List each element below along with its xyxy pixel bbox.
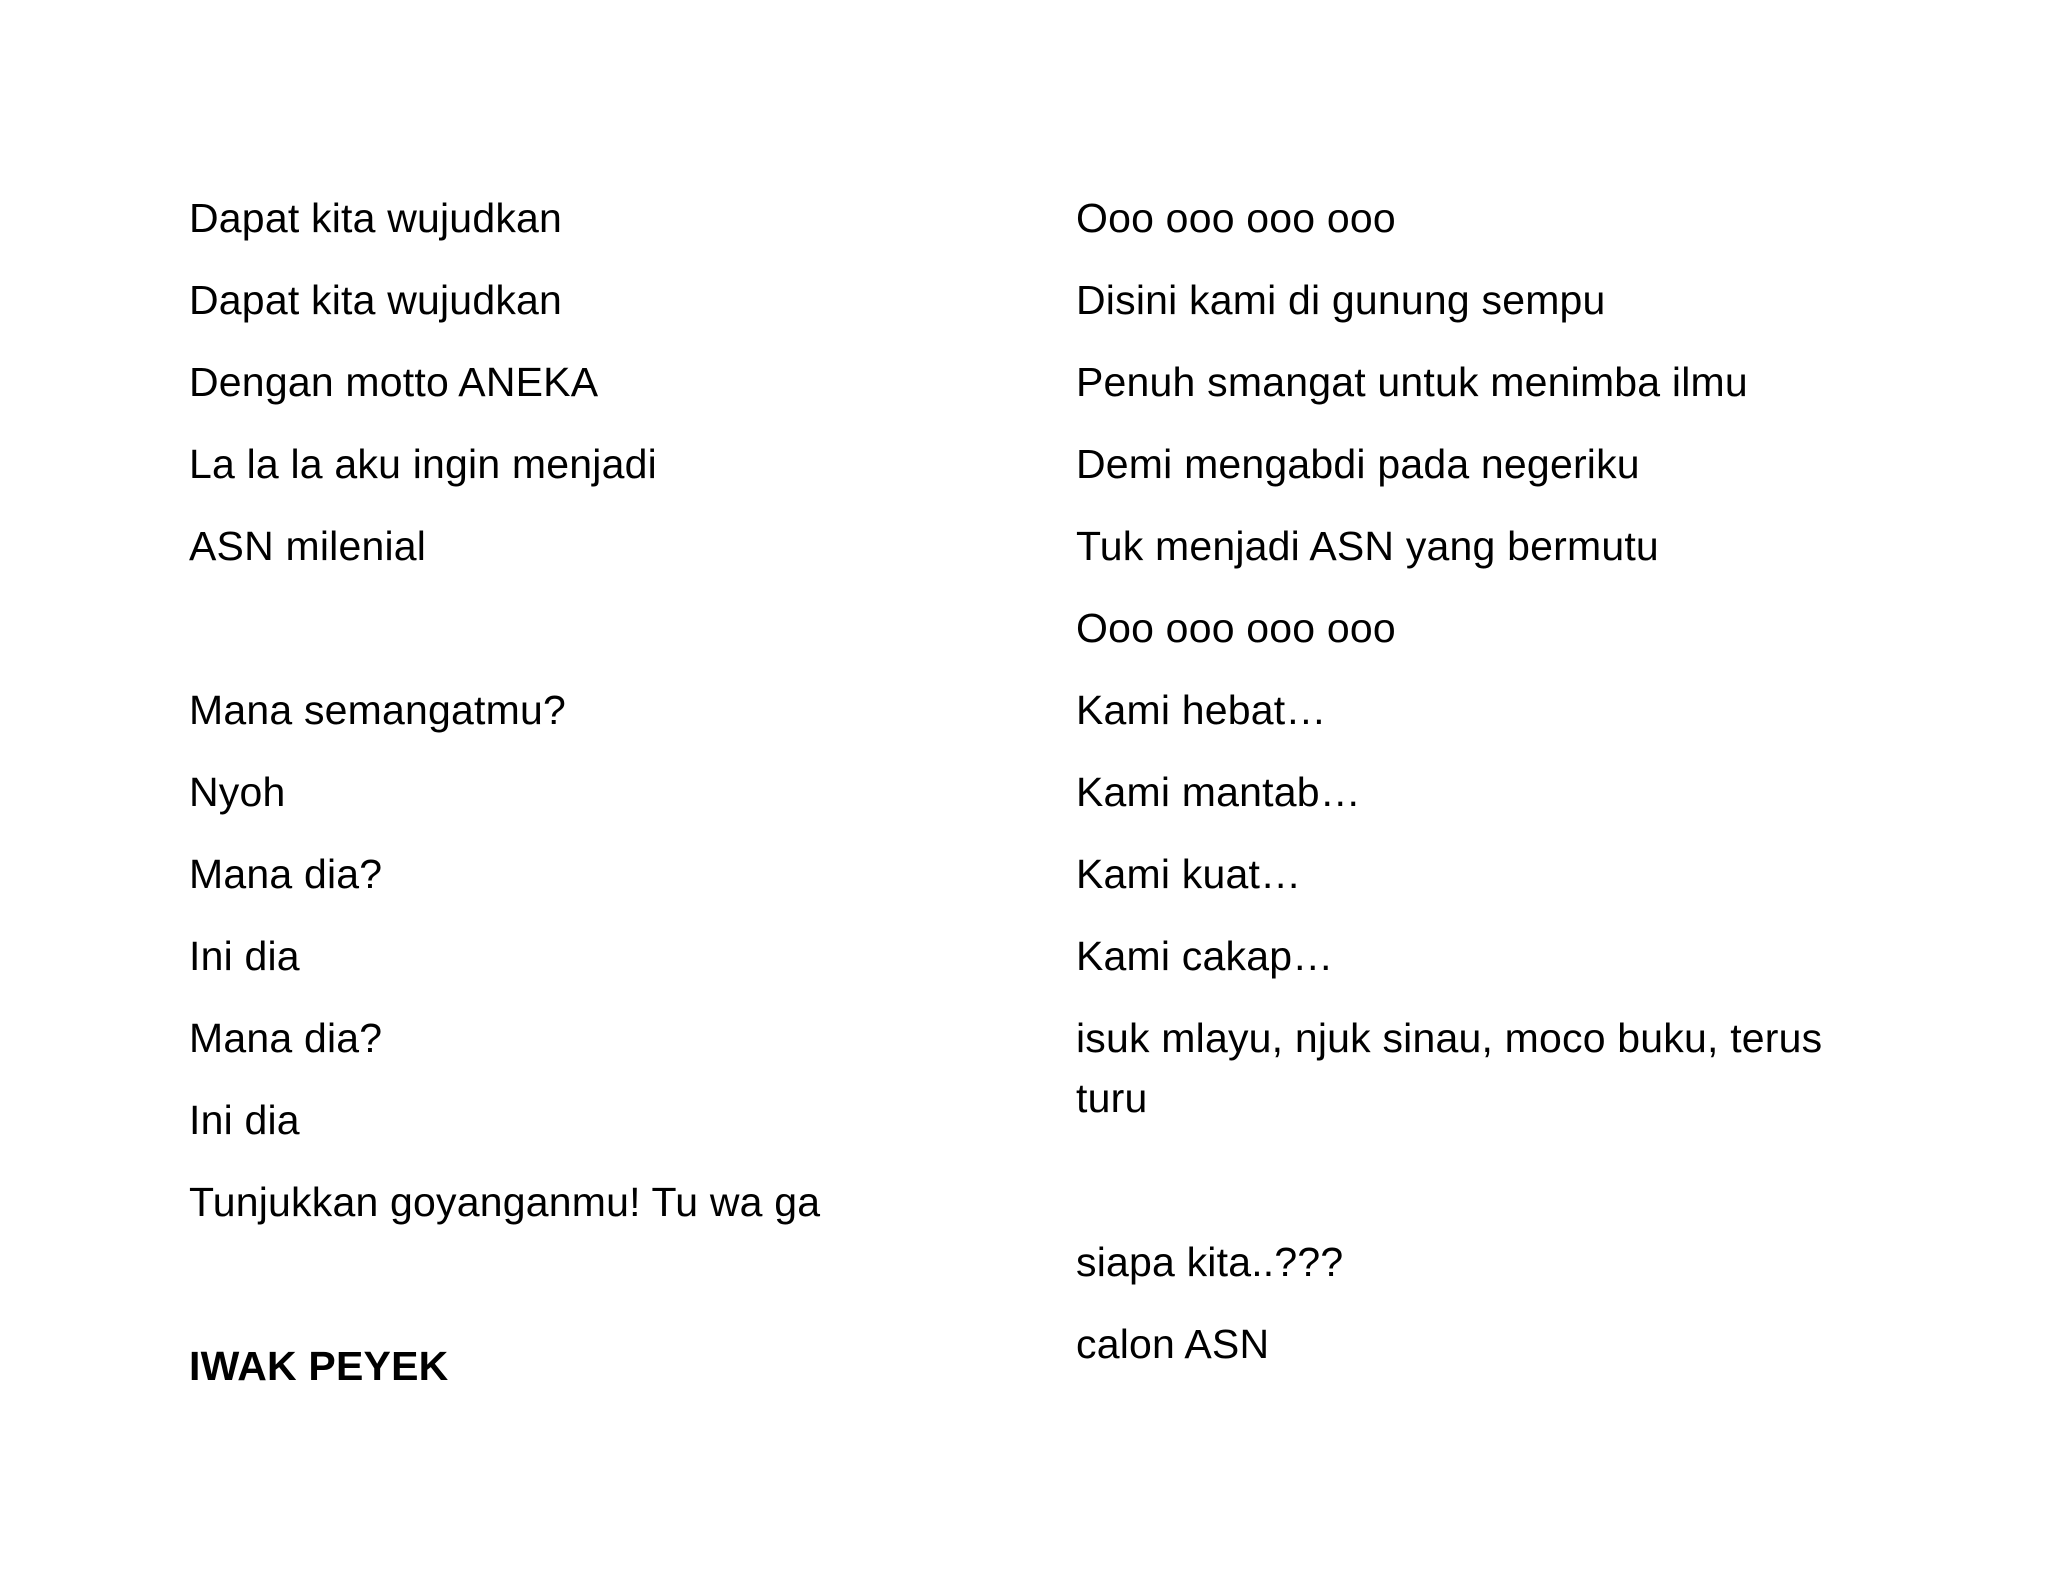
lyric-line: Ooo ooo ooo ooo bbox=[1076, 605, 1396, 651]
lyric-line: Disini kami di gunung sempu bbox=[1076, 277, 1606, 323]
lyric-line: Nyoh bbox=[189, 769, 286, 815]
lyric-line: Penuh smangat untuk menimba ilmu bbox=[1076, 359, 1748, 405]
lyric-line: siapa kita..??? bbox=[1076, 1239, 1344, 1285]
lyric-line: Mana semangatmu? bbox=[189, 687, 566, 733]
right-lyrics-column bbox=[1076, 188, 1896, 1396]
lyric-line: La la la aku ingin menjadi bbox=[189, 441, 657, 487]
lyric-line: Mana dia? bbox=[189, 851, 383, 897]
left-lyrics-column bbox=[189, 188, 1009, 1418]
lyric-line: Dapat kita wujudkan bbox=[189, 195, 563, 241]
lyric-line: Ini dia bbox=[189, 933, 300, 979]
lyric-line: Demi mengabdi pada negeriku bbox=[1076, 441, 1640, 487]
lyric-line: Ooo ooo ooo ooo bbox=[1076, 195, 1396, 241]
lyric-line: calon ASN bbox=[1076, 1321, 1270, 1367]
lyric-line: Mana dia? bbox=[189, 1015, 383, 1061]
lyric-line: Tuk menjadi ASN yang bermutu bbox=[1076, 523, 1659, 569]
song-title-heading: IWAK PEYEK bbox=[189, 1343, 449, 1389]
lyric-line: Tunjukkan goyanganmu! Tu wa ga bbox=[189, 1179, 821, 1225]
lyric-line: Kami kuat… bbox=[1076, 851, 1302, 897]
lyric-line-wrapped: isuk mlayu, njuk sinau, moco buku, terus turu bbox=[1076, 1015, 1823, 1121]
lyric-line: Kami hebat… bbox=[1076, 687, 1327, 733]
lyric-line: Kami mantab… bbox=[1076, 769, 1361, 815]
lyric-line: Kami cakap… bbox=[1076, 933, 1334, 979]
lyric-line: Ini dia bbox=[189, 1097, 300, 1143]
lyric-line: Dapat kita wujudkan bbox=[189, 277, 563, 323]
lyric-line: ASN milenial bbox=[189, 523, 427, 569]
lyric-line: Dengan motto ANEKA bbox=[189, 359, 599, 405]
